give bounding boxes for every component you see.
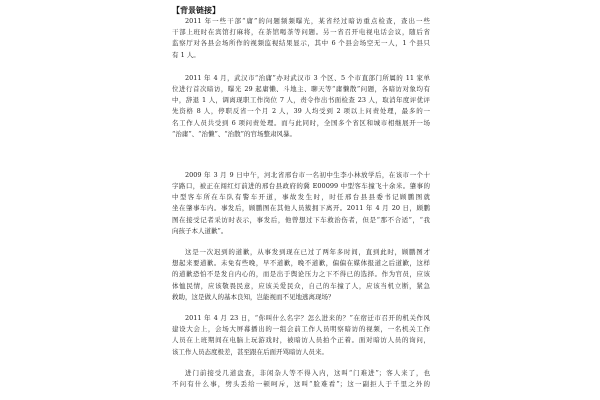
paragraph-line: 进门前接受几道盘查，非闲杂人等不得入内，这叫“门难进”；客人来了，也 [185, 368, 430, 377]
paragraph-4 [172, 247, 430, 303]
paragraph-line: 该工作人员态度极差，甚至跟在后面开骂暗访人员来。 [172, 347, 328, 356]
paragraph-line: 2011 年 4 月 23 日，“你叫什么名字？怎么进来的？”在宿迁市召开的机关作风 [185, 313, 430, 322]
paragraph-line: 体恤民情，应该敬畏民意，应该关爱民众，自己的车撞了人，应该当机立断，紧急 [172, 281, 430, 290]
paragraph-line: 这是一次迟到的道歉，从事发到现在已过了两年多时间，直到此时，顾鹏图才 [185, 248, 430, 256]
paragraph-line: 不问有什么事，劈头丢给一顿呵斥，这叫“脸难看”；这一副拒人于千里之外的 [172, 379, 430, 388]
paragraph-line: 建设大会上，会场大屏幕播出的一组会前工作人员明察暗访的视频，一名机关工作 [172, 325, 430, 334]
paragraph-line: 2011 年 4 月，武汉市“治庸”办对武汉市 3 个区、5 个市直部门所属的 11 家单 [185, 73, 430, 82]
paragraph-2 [172, 73, 430, 140]
paragraph-line: 2009 年 3 月 9 日中午，河北省邢台市一名初中生李小林放学后，在该市一个十 [185, 170, 430, 179]
paragraph-line: 干部上班时在宾馆打麻将，在茶馆喝茶等问题。另一省召开电视电话会议，随后省 [172, 28, 430, 37]
paragraph-line: 图在接受记者采访时表示，事发后，他曾想过下车救治伤者，但是“那不合适”，“我 [172, 215, 430, 224]
paragraph-6 [172, 368, 430, 390]
paragraph-line: 向孩子本人道歉”。 [172, 226, 228, 235]
paragraph-3 [172, 170, 430, 237]
paragraph-1 [172, 16, 430, 61]
paragraph-line: 救助，这是做人的基本良知，岂能视而不见地逃离现场？ [172, 292, 335, 301]
paragraph-line: “治庸”、“治懒”、“治散”的官场整肃风暴。 [172, 129, 296, 138]
paragraph-5 [172, 313, 430, 358]
paragraph-line: 坐在肇事车内。事发后，顾鹏图在其他人员簇拥下离开。2011 年 4 月 20 日，顾鹏 [172, 204, 430, 213]
paragraph-line: 先资格 8 人，停职反省一个月 2 人，39 人均受到 2 项以上问责处理，最多的一 [172, 107, 430, 116]
paragraph-line: 想起来要道歉。未免有些晚，早不道歉，晚不道歉，偏偏在媒体报道之后道歉，这样 [172, 259, 430, 268]
paragraph-line: 位进行首次暗访，曝光 29 起庸懒、斗地主、聊天等“庸懒散”问题，各暗访对象均有 [172, 84, 430, 93]
paragraph-line: 2011 年一些干部“庸”的问题频频曝光，某省经过暗访重点检查，查出一些 [185, 17, 430, 25]
paragraph-line: 有 1 人。 [172, 50, 200, 59]
paragraph-line: 名工作人员共受到 6 项问责处理。而与此同时，全国多个省区和城市相继展开一场 [172, 118, 430, 127]
paragraph-line: 中型客车所在车队有警车开道，事故发生时，时任邢台县县委书记顾鹏图就 [172, 193, 430, 202]
paragraph-line: 人员在上班期间在电脑上玩游戏时，被暗访人员拍个正着。面对暗访人员的询问， [172, 336, 430, 345]
paragraph-line: 监察厅对各县会场所作的视频监视结果显示，其中 6 个县会场空无一人，1 个县只 [172, 39, 430, 48]
paragraph-line: 字路口，被正在闯红灯前进的邢台县政府的冀 E00099 中型客车撞飞十余米。肇事的 [172, 182, 430, 191]
paragraph-line: 的道歉恐怕不是发自内心的，而是出于舆论压力之下不得已的选择。作为官员，应该 [172, 270, 430, 279]
paragraph-line: 中，辞退 1 人，调离现职工作岗位 7 人，责令作出书面检查 23 人，取消年度评优评 [172, 96, 430, 105]
text-column [172, 4, 430, 390]
section-heading: 【背景链接】 [172, 5, 220, 15]
